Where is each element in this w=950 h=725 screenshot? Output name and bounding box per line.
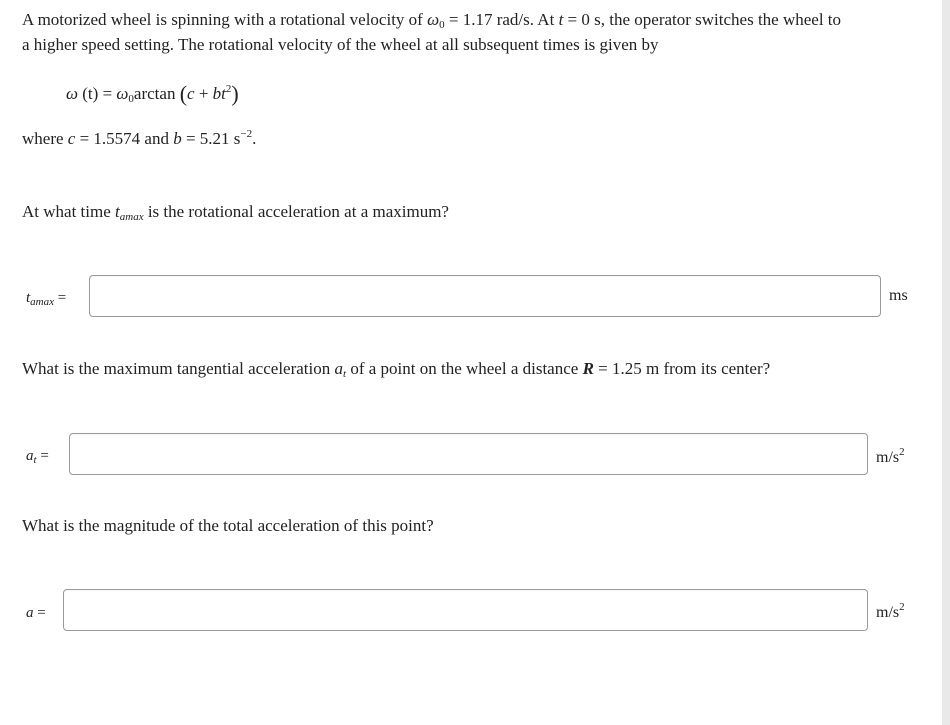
q3-unit-exp: 2: [899, 601, 905, 613]
q1-t: t: [115, 202, 120, 221]
intro-text-b: = 1.17 rad/s. At: [444, 10, 559, 29]
t-symbol: t: [558, 10, 564, 29]
eq-omega0-sub: 0: [128, 93, 134, 105]
q2-R: R: [582, 359, 594, 378]
where-b-exp: −2: [240, 128, 253, 140]
q2-unit-exp: 2: [899, 446, 905, 458]
q3-answer-field[interactable]: [63, 589, 868, 631]
eq-plus: +: [194, 84, 213, 103]
eq-exp: 2: [225, 83, 232, 95]
q3-label-eq: =: [33, 605, 46, 621]
q2-label-sub: t: [33, 454, 37, 466]
q1-text-a: At what time: [22, 202, 116, 221]
q2-unit: [876, 446, 905, 467]
eq-equals: =: [98, 84, 117, 103]
eq-bt: bt: [212, 84, 226, 103]
q2-text-a: What is the maximum tangential acceleration: [22, 359, 335, 378]
q3-unit-text: m/s: [876, 604, 900, 621]
q2-sub: t: [343, 368, 347, 380]
intro-text-2: a higher speed setting. The rotational velocity of the wheel at all subsequent times is given by: [22, 35, 659, 54]
where-b: b: [173, 129, 182, 148]
omega-symbol: ω: [427, 10, 440, 29]
where-prefix: where: [22, 129, 68, 148]
intro-text-a: A motorized wheel is spinning with a rotational velocity of: [22, 10, 428, 29]
q1-sub: amax: [119, 211, 144, 223]
q3-text: What is the magnitude of the total acceleration of this point?: [22, 516, 434, 535]
q1-label-sub: amax: [30, 296, 54, 308]
equation: [66, 77, 239, 111]
eq-lparen: (: [179, 81, 188, 106]
where-line: [22, 122, 256, 151]
q1-answer-field[interactable]: [89, 275, 881, 317]
q2-a: a: [334, 359, 343, 378]
q3-answer-input[interactable]: [64, 590, 867, 630]
eq-rparen: ): [231, 81, 239, 106]
q2-unit-text: m/s: [876, 449, 900, 466]
eq-arctan: arctan: [133, 84, 180, 103]
q2-label-a: a: [26, 448, 34, 464]
eq-omega: ω: [66, 84, 79, 103]
q2-answer-label: [26, 446, 49, 470]
intro-line-2: [22, 33, 659, 57]
eq-omega0: ω: [116, 84, 129, 103]
eq-c: c: [187, 84, 195, 103]
q2-answer-field[interactable]: [69, 433, 868, 475]
q2-label-eq: =: [36, 448, 49, 464]
q1-label-t: t: [26, 290, 31, 306]
where-c: c: [67, 129, 76, 148]
omega-subscript: 0: [439, 19, 445, 31]
where-b-val: = 5.21 s: [181, 129, 241, 148]
question-3: [22, 514, 434, 538]
q2-text-b: of a point on the wheel a distance: [346, 359, 583, 378]
q3-unit: [876, 601, 905, 622]
scrollbar[interactable]: [942, 0, 950, 725]
where-period: .: [252, 129, 257, 148]
q1-label-eq: =: [54, 290, 67, 306]
q2-answer-input[interactable]: [70, 434, 867, 474]
q3-label-a: a: [26, 605, 34, 621]
q1-answer-input[interactable]: [90, 276, 880, 316]
q1-unit: ms: [889, 287, 908, 304]
where-c-val: = 1.5574 and: [75, 129, 174, 148]
q1-text-b: is the rotational acceleration at a maximum?: [143, 202, 449, 221]
intro-text-c: = 0 s, the operator switches the wheel to: [563, 10, 842, 29]
q2-text-c: = 1.25 m from its center?: [593, 359, 771, 378]
eq-t: (t): [82, 84, 99, 103]
q3-answer-label: [26, 603, 46, 623]
question-2: [22, 357, 770, 386]
question-1: [22, 200, 449, 229]
q1-answer-label: [26, 288, 66, 312]
